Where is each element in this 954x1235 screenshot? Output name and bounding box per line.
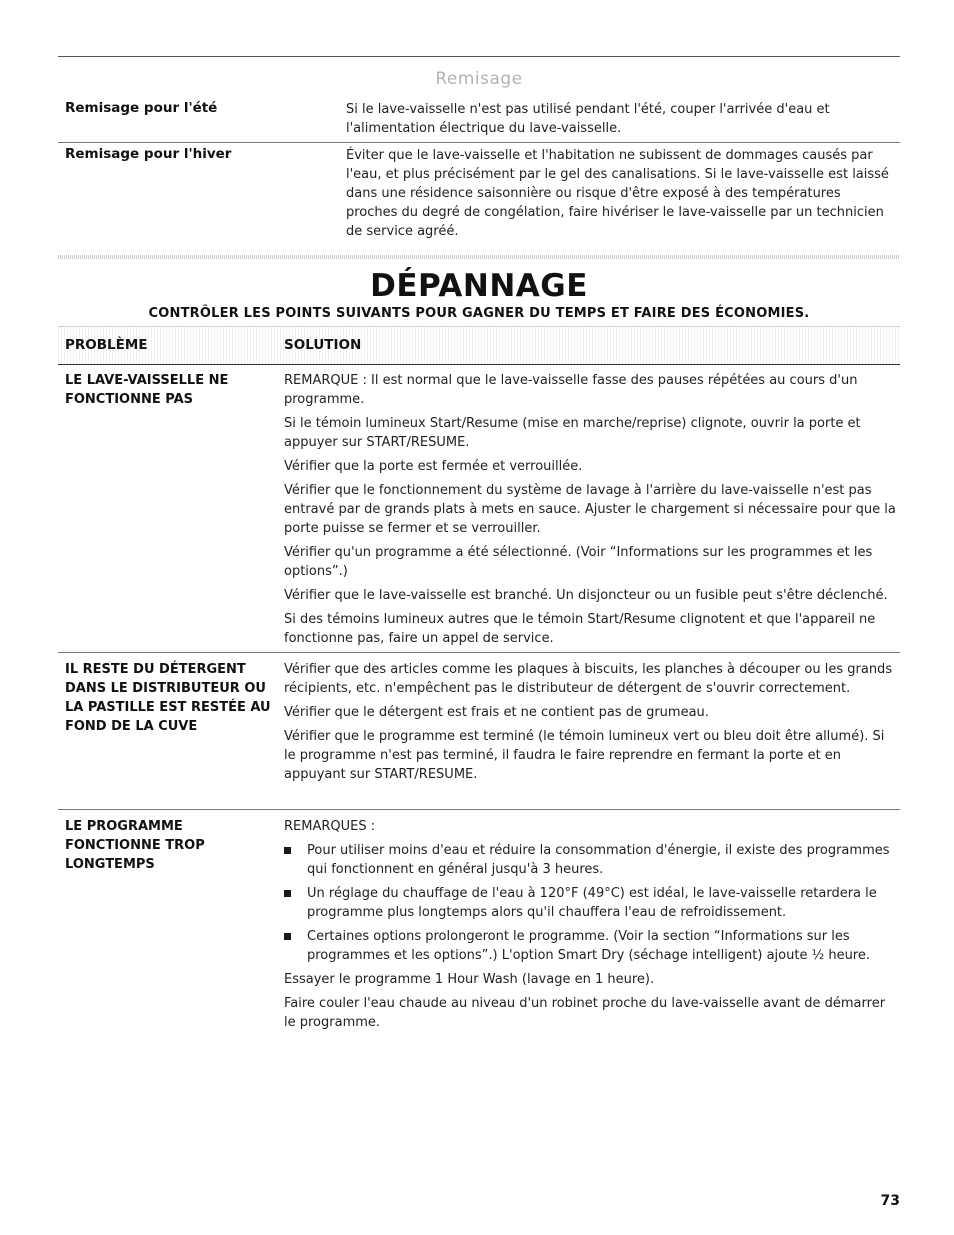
bullet-item	[284, 884, 896, 922]
solution-text: Vérifier que des articles comme les plaques à biscuits, les planches à découper ou les grands récipients, etc. n'empêchent pas le distributeur de détergent de s'ouvrir correctement.	[284, 662, 893, 696]
bullet-square-icon	[284, 890, 291, 897]
storage-section-title: Remisage	[435, 69, 523, 89]
storage-text: Si le lave-vaisselle n'est pas utilisé pendant l'été, couper l'arrivée d'eau et l'alimentation électrique du lave-vaisselle.	[346, 102, 830, 136]
section-separator	[58, 255, 900, 259]
solution-text: Faire couler l'eau chaude au niveau d'un robinet proche du lave-vaisselle avant de démarrer le programme.	[284, 996, 886, 1030]
storage-text: Éviter que le lave-vaisselle et l'habitation ne subissent de dommages causés par l'eau, et plus précisément par le gel des canalisations. Si le lave-vaisselle est laissé dans une résidence saisonnière ou risque d'être exposé à des températures proches du degré de congélation, faire hivériser le lave-vaisselle par un technicien de service agréé.	[346, 148, 889, 239]
bullet-square-icon	[284, 933, 291, 940]
solution-text: Si des témoins lumineux autres que le témoin Start/Resume clignotent et que l'appareil ne fonctionne pas, faire un appel de service.	[284, 612, 876, 646]
bullet-item	[284, 927, 896, 965]
troubleshooting-subtitle: CONTRÔLER LES POINTS SUIVANTS POUR GAGNER DU TEMPS ET FAIRE DES ÉCONOMIES.	[148, 306, 810, 321]
problem-label: LE PROGRAMME FONCTIONNE TROP LONGTEMPS	[65, 819, 205, 872]
troubleshooting-title: DÉPANNAGE	[370, 268, 588, 304]
solution-list	[284, 371, 896, 653]
column-header-problem: PROBLÈME	[65, 337, 148, 353]
solution-text: Si le témoin lumineux Start/Resume (mise en marche/reprise) clignote, ouvrir la porte et appuyer sur START/RESUME.	[284, 416, 861, 450]
solution-text: Vérifier que le détergent est frais et ne contient pas de grumeau.	[284, 705, 709, 720]
bullet-text: Pour utiliser moins d'eau et réduire la consommation d'énergie, il existe des programmes qui fonctionnent en général jusqu'à 3 heures.	[307, 843, 890, 877]
top-rule	[58, 56, 900, 57]
bullet-text: Un réglage du chauffage de l'eau à 120°F (49°C) est idéal, le lave-vaisselle retardera le programme plus longtemps alors qu'il chauffera l'eau de refroidissement.	[307, 886, 877, 920]
solution-text: Vérifier que le fonctionnement du système de lavage à l'arrière du lave-vaisselle n'est pas entravé par de grands plats à mets en sauce. Ajuster le chargement si nécessaire pour que la porte puisse se fermer et se verrouiller.	[284, 483, 896, 536]
solution-text: Vérifier que le lave-vaisselle est branché. Un disjoncteur ou un fusible peut s'être déclenché.	[284, 588, 888, 603]
remarks-heading: REMARQUES :	[284, 819, 376, 834]
problem-label: LE LAVE-VAISSELLE NE FONCTIONNE PAS	[65, 373, 229, 407]
solution-text: Vérifier qu'un programme a été sélectionné. (Voir “Informations sur les programmes et les options”.)	[284, 545, 873, 579]
storage-label: Remisage pour l'été	[65, 100, 218, 116]
column-header-solution: SOLUTION	[284, 337, 362, 353]
problem-label: IL RESTE DU DÉTERGENT DANS LE DISTRIBUTEUR OU LA PASTILLE EST RESTÉE AU FOND DE LA CUVE	[65, 662, 271, 734]
row-divider	[58, 142, 900, 143]
solution-text: Essayer le programme 1 Hour Wash (lavage en 1 heure).	[284, 972, 655, 987]
page-number: 73	[880, 1193, 900, 1209]
table-header-band	[58, 326, 900, 365]
solution-list	[284, 660, 896, 789]
storage-label: Remisage pour l'hiver	[65, 146, 232, 162]
bullet-text: Certaines options prolongeront le programme. (Voir la section “Informations sur les programmes et les options”.) L'option Smart Dry (séchage intelligent) ajoute ½ heure.	[307, 929, 870, 963]
row-divider	[58, 809, 900, 810]
row-divider	[58, 652, 900, 653]
bullet-square-icon	[284, 847, 291, 854]
solution-list	[284, 817, 896, 1037]
solution-text: Vérifier que le programme est terminé (le témoin lumineux vert ou bleu doit être allumé). Si le programme n'est pas terminé, il faudra le faire reprendre en fermant la porte et en appuyant sur START/RESUME.	[284, 729, 885, 782]
solution-text: REMARQUE : Il est normal que le lave-vaisselle fasse des pauses répétées au cours d'un programme.	[284, 373, 858, 407]
header-rule	[58, 364, 900, 365]
bullet-item	[284, 841, 896, 879]
solution-text: Vérifier que la porte est fermée et verrouillée.	[284, 459, 583, 474]
